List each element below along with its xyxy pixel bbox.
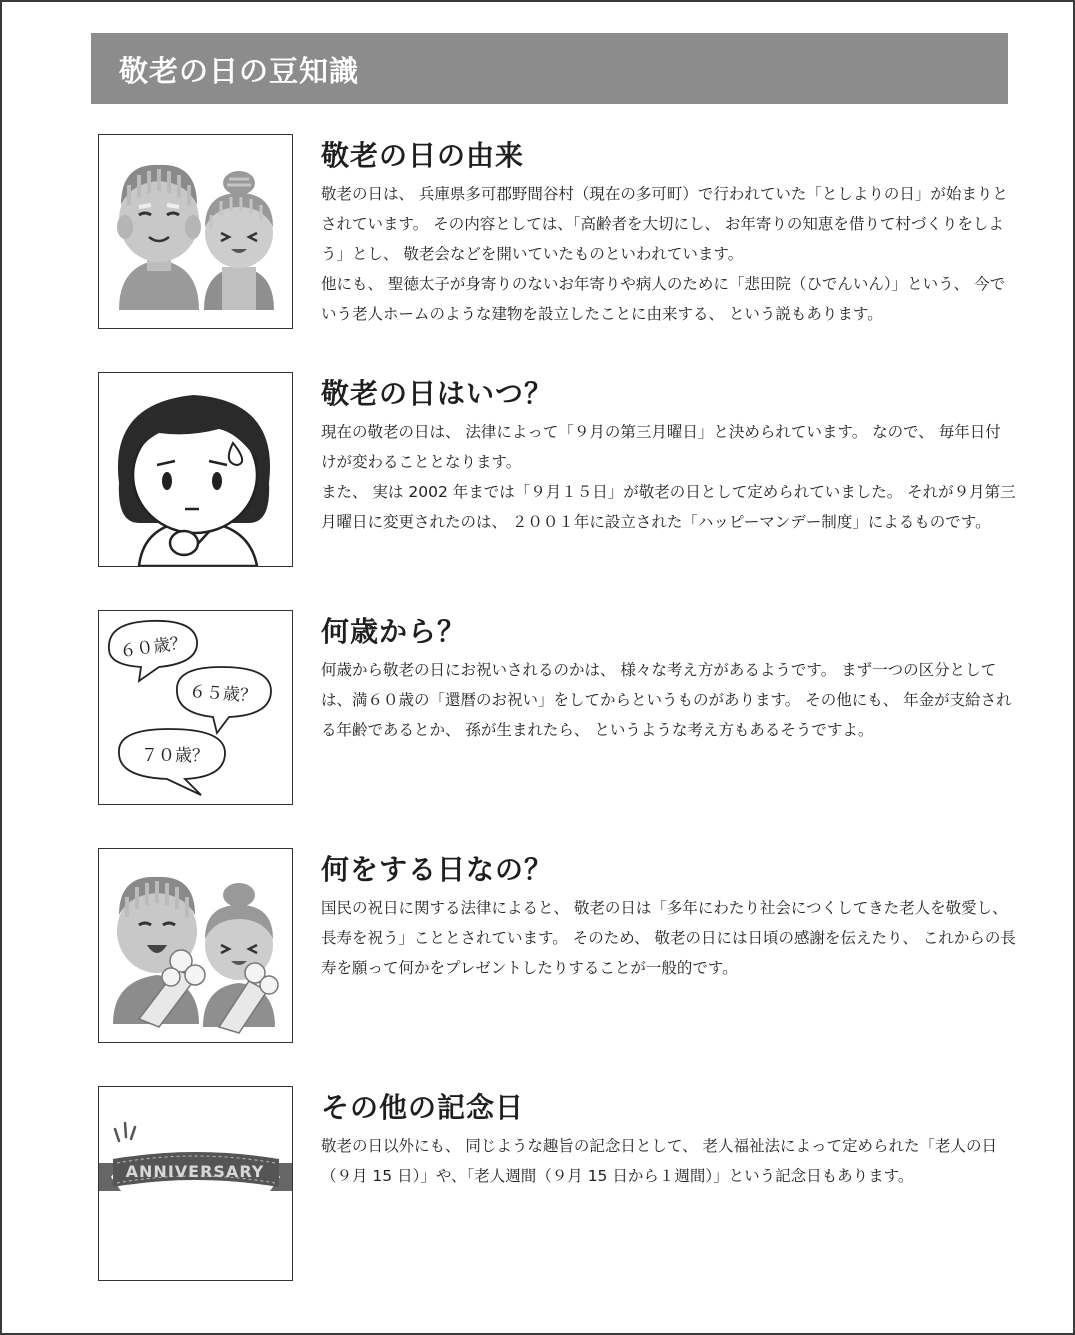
section-title: 敬老の日の由来 [321, 139, 525, 172]
section-origin [98, 134, 1018, 334]
section-paragraph: また、 実は 2002 年までは「９月１５日」が敬老の日として定められていました。 それが９月第三月曜日に変更されたのは、 ２００１年に設立された「ハッピーマンデー制度」によるものです。 [321, 483, 1016, 531]
page-title: 敬老の日の豆知識 [119, 54, 360, 88]
speech-bubbles-icon [99, 611, 292, 804]
thinking-woman-illustration [98, 372, 293, 567]
section-what [98, 848, 1018, 1048]
section-when [98, 372, 1018, 572]
section-paragraph: 他にも、 聖徳太子が身寄りのないお年寄りや病人のために「悲田院（ひでんいん）」という、 今でいう老人ホームのような建物を設立したことに由来する、 という説もあります。 [321, 275, 1006, 323]
anniversary-banner-icon [99, 1087, 292, 1280]
section-age [98, 610, 1018, 810]
section-paragraph: 敬老の日以外にも、 同じような趣旨の記念日として、 老人福祉法によって定められた「老人の日（９月 15 日）」や、「老人週間（９月 15 日から１週間）」という記念日もあります。 [321, 1137, 998, 1185]
elderly-flowers-illustration [98, 848, 293, 1043]
section-title: その他の記念日 [321, 1091, 525, 1124]
section-title: 敬老の日はいつ？ [321, 377, 554, 410]
section-paragraph: 何歳から敬老の日にお祝いされるのかは、 様々な考え方があるようです。 まず一つの区分としては、満６０歳の「還暦のお祝い」をしてからというものがあります。 その他にも、 年金が支給される年齢であるとか、 孫が生まれたら、 というような考え方もあるそうですよ。 [321, 661, 1012, 739]
age-bubbles-illustration [98, 610, 293, 805]
section-paragraph: 国民の祝日に関する法律によると、 敬老の日は「多年にわたり社会につくしてきた老人を敬愛し、長寿を祝う」こととされています。 そのため、 敬老の日には日頃の感謝を伝えたり、 これからの長寿を願って何かをプレゼントしたりすることが一般的です。 [321, 899, 1016, 977]
section-paragraph: 現在の敬老の日は、 法律によって「９月の第三月曜日」と決められています。 なので、 毎年日付けが変わることとなります。 [321, 423, 1001, 471]
section-title: 何をする日なの？ [321, 853, 554, 886]
section-other-days [98, 1086, 1018, 1286]
section-paragraph: 敬老の日は、 兵庫県多可郡野間谷村（現在の多可町）で行われていた「としよりの日」が始まりとされています。 その内容としては、「高齢者を大切にし、 お年寄りの知恵を借りて村づくりをしよう」とし、 敬老会などを開いていたものといわれています。 [321, 185, 1008, 263]
section-title: 何歳から？ [321, 615, 467, 648]
elderly-with-flowers-icon [99, 849, 292, 1042]
bubble-text: ７０歳？ [141, 746, 209, 766]
bubble-text: ６５歳？ [188, 681, 258, 707]
header-bar [91, 33, 1008, 104]
banner-text: ANNIVERSARY [125, 1162, 265, 1181]
bubble-text: ６０歳？ [118, 632, 189, 663]
elderly-couple-illustration [98, 134, 293, 329]
anniversary-banner-illustration [98, 1086, 293, 1281]
elderly-couple-icon [99, 135, 292, 328]
thinking-woman-icon [99, 373, 292, 566]
